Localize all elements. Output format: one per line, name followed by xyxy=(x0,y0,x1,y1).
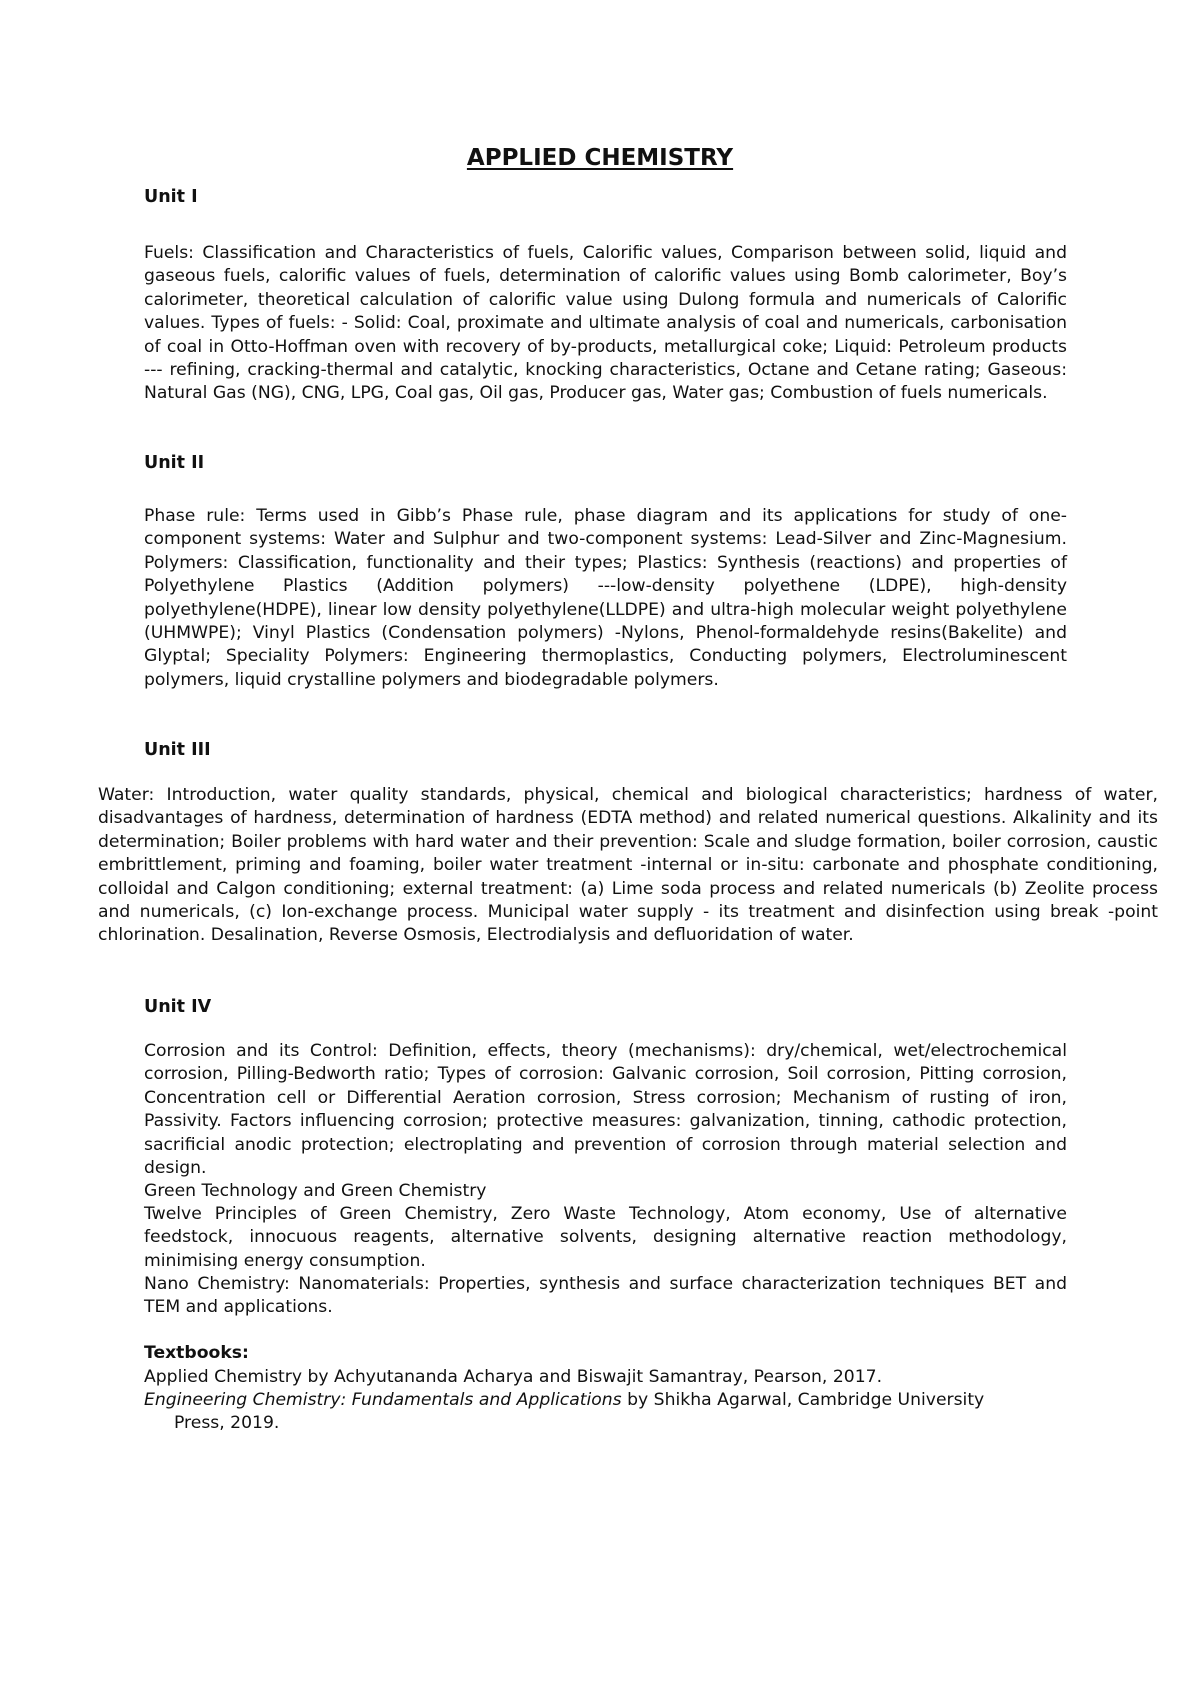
unit-4-paragraph-green-chemistry: Twelve Principles of Green Chemistry, Zero Waste Technology, Atom economy, Use of alternative feedstock, innocuous reagents, alternative solvents, designing alternative reaction methodology, minimising energy consumption. xyxy=(144,1204,1067,1271)
unit-4-paragraph-nano-chemistry: Nano Chemistry: Nanomaterials: Properties, synthesis and surface characterization techniques BET and TEM and applications. xyxy=(144,1274,1067,1318)
unit-2-paragraph: Phase rule: Terms used in Gibb’s Phase rule, phase diagram and its applications for study of one-component systems: Water and Sulphur and two-component systems: Lead-Silver and Zinc-Magnesium. Polymers: Classification, functionality and their types; Plastics: Synthesis (reactions) and properties of Polyethylene Plastics (Addition polymers) ---low-density polyethene (LDPE), high-density polyethylene(HDPE), linear low density polyethylene(LLDPE) and ultra-high molecular weight polyethylene (UHMWPE); Vinyl Plastics (Condensation polymers) -Nylons, Phenol-formaldehyde resins(Bakelite) and Glyptal; Speciality Polymers: Engineering thermoplastics, Conducting polymers, Electroluminescent polymers, liquid crystalline polymers and biodegradable polymers. xyxy=(144,506,1067,690)
textbook-2-details: by Shikha Agarwal, Cambridge University xyxy=(621,1390,985,1410)
textbooks-heading: Textbooks: xyxy=(144,1343,249,1363)
textbook-2 xyxy=(144,1389,1067,1436)
unit-2-heading: Unit II xyxy=(144,453,205,473)
textbook-2-continuation: Press, 2019. xyxy=(174,1413,280,1434)
textbook-1: Applied Chemistry by Achyutananda Acharya and Biswajit Samantray, Pearson, 2017. xyxy=(144,1367,883,1387)
unit-4-green-technology-heading: Green Technology and Green Chemistry xyxy=(144,1181,487,1201)
unit-3-heading: Unit III xyxy=(144,740,211,760)
unit-1-paragraph: Fuels: Classification and Characteristics of fuels, Calorific values, Comparison between solid, liquid and gaseous fuels, calorific values of fuels, determination of calorific values using Bomb calorimeter, Boy’s calorimeter, theoretical calculation of calorific value using Dulong formula and numericals of Calorific values. Types of fuels: - Solid: Coal, proximate and ultimate analysis of coal and numericals, carbonisation of coal in Otto-Hoffman oven with recovery of by-products, metallurgical coke; Liquid: Petroleum products --- refining, cracking-thermal and catalytic, knocking characteristics, Octane and Cetane rating; Gaseous: Natural Gas (NG), CNG, LPG, Coal gas, Oil gas, Producer gas, Water gas; Combustion of fuels numericals. xyxy=(144,243,1067,404)
textbook-2-title: Engineering Chemistry: Fundamentals and Applications xyxy=(144,1390,622,1410)
unit-4-paragraph-corrosion: Corrosion and its Control: Definition, effects, theory (mechanisms): dry/chemical, wet/electrochemical corrosion, Pilling-Bedworth ratio; Types of corrosion: Galvanic corrosion, Soil corrosion, Pitting corrosion, Concentration cell or Differential Aeration corrosion, Stress corrosion; Mechanism of rusting of iron, Passivity. Factors influencing corrosion; protective measures: galvanization, tinning, cathodic protection, sacrificial anodic protection; electroplating and prevention of corrosion through material selection and design. xyxy=(144,1041,1067,1179)
unit-4-heading: Unit IV xyxy=(144,997,212,1017)
unit-3-paragraph: Water: Introduction, water quality standards, physical, chemical and biological characteristics; hardness of water, disadvantages of hardness, determination of hardness (EDTA method) and related numerical questions. Alkalinity and its determination; Boiler problems with hard water and their prevention: Scale and sludge formation, boiler corrosion, caustic embrittlement, priming and foaming, boiler water treatment -internal or in-situ: carbonate and phosphate conditioning, colloidal and Calgon conditioning; external treatment: (a) Lime soda process and related numericals (b) Zeolite process and numericals, (c) Ion-exchange process. Municipal water supply - its treatment and disinfection using break -point chlorination. Desalination, Reverse Osmosis, Electrodialysis and defluoridation of water. xyxy=(98,785,1158,946)
page-title: APPLIED CHEMISTRY xyxy=(466,145,734,171)
unit-1-heading: Unit I xyxy=(144,187,198,207)
